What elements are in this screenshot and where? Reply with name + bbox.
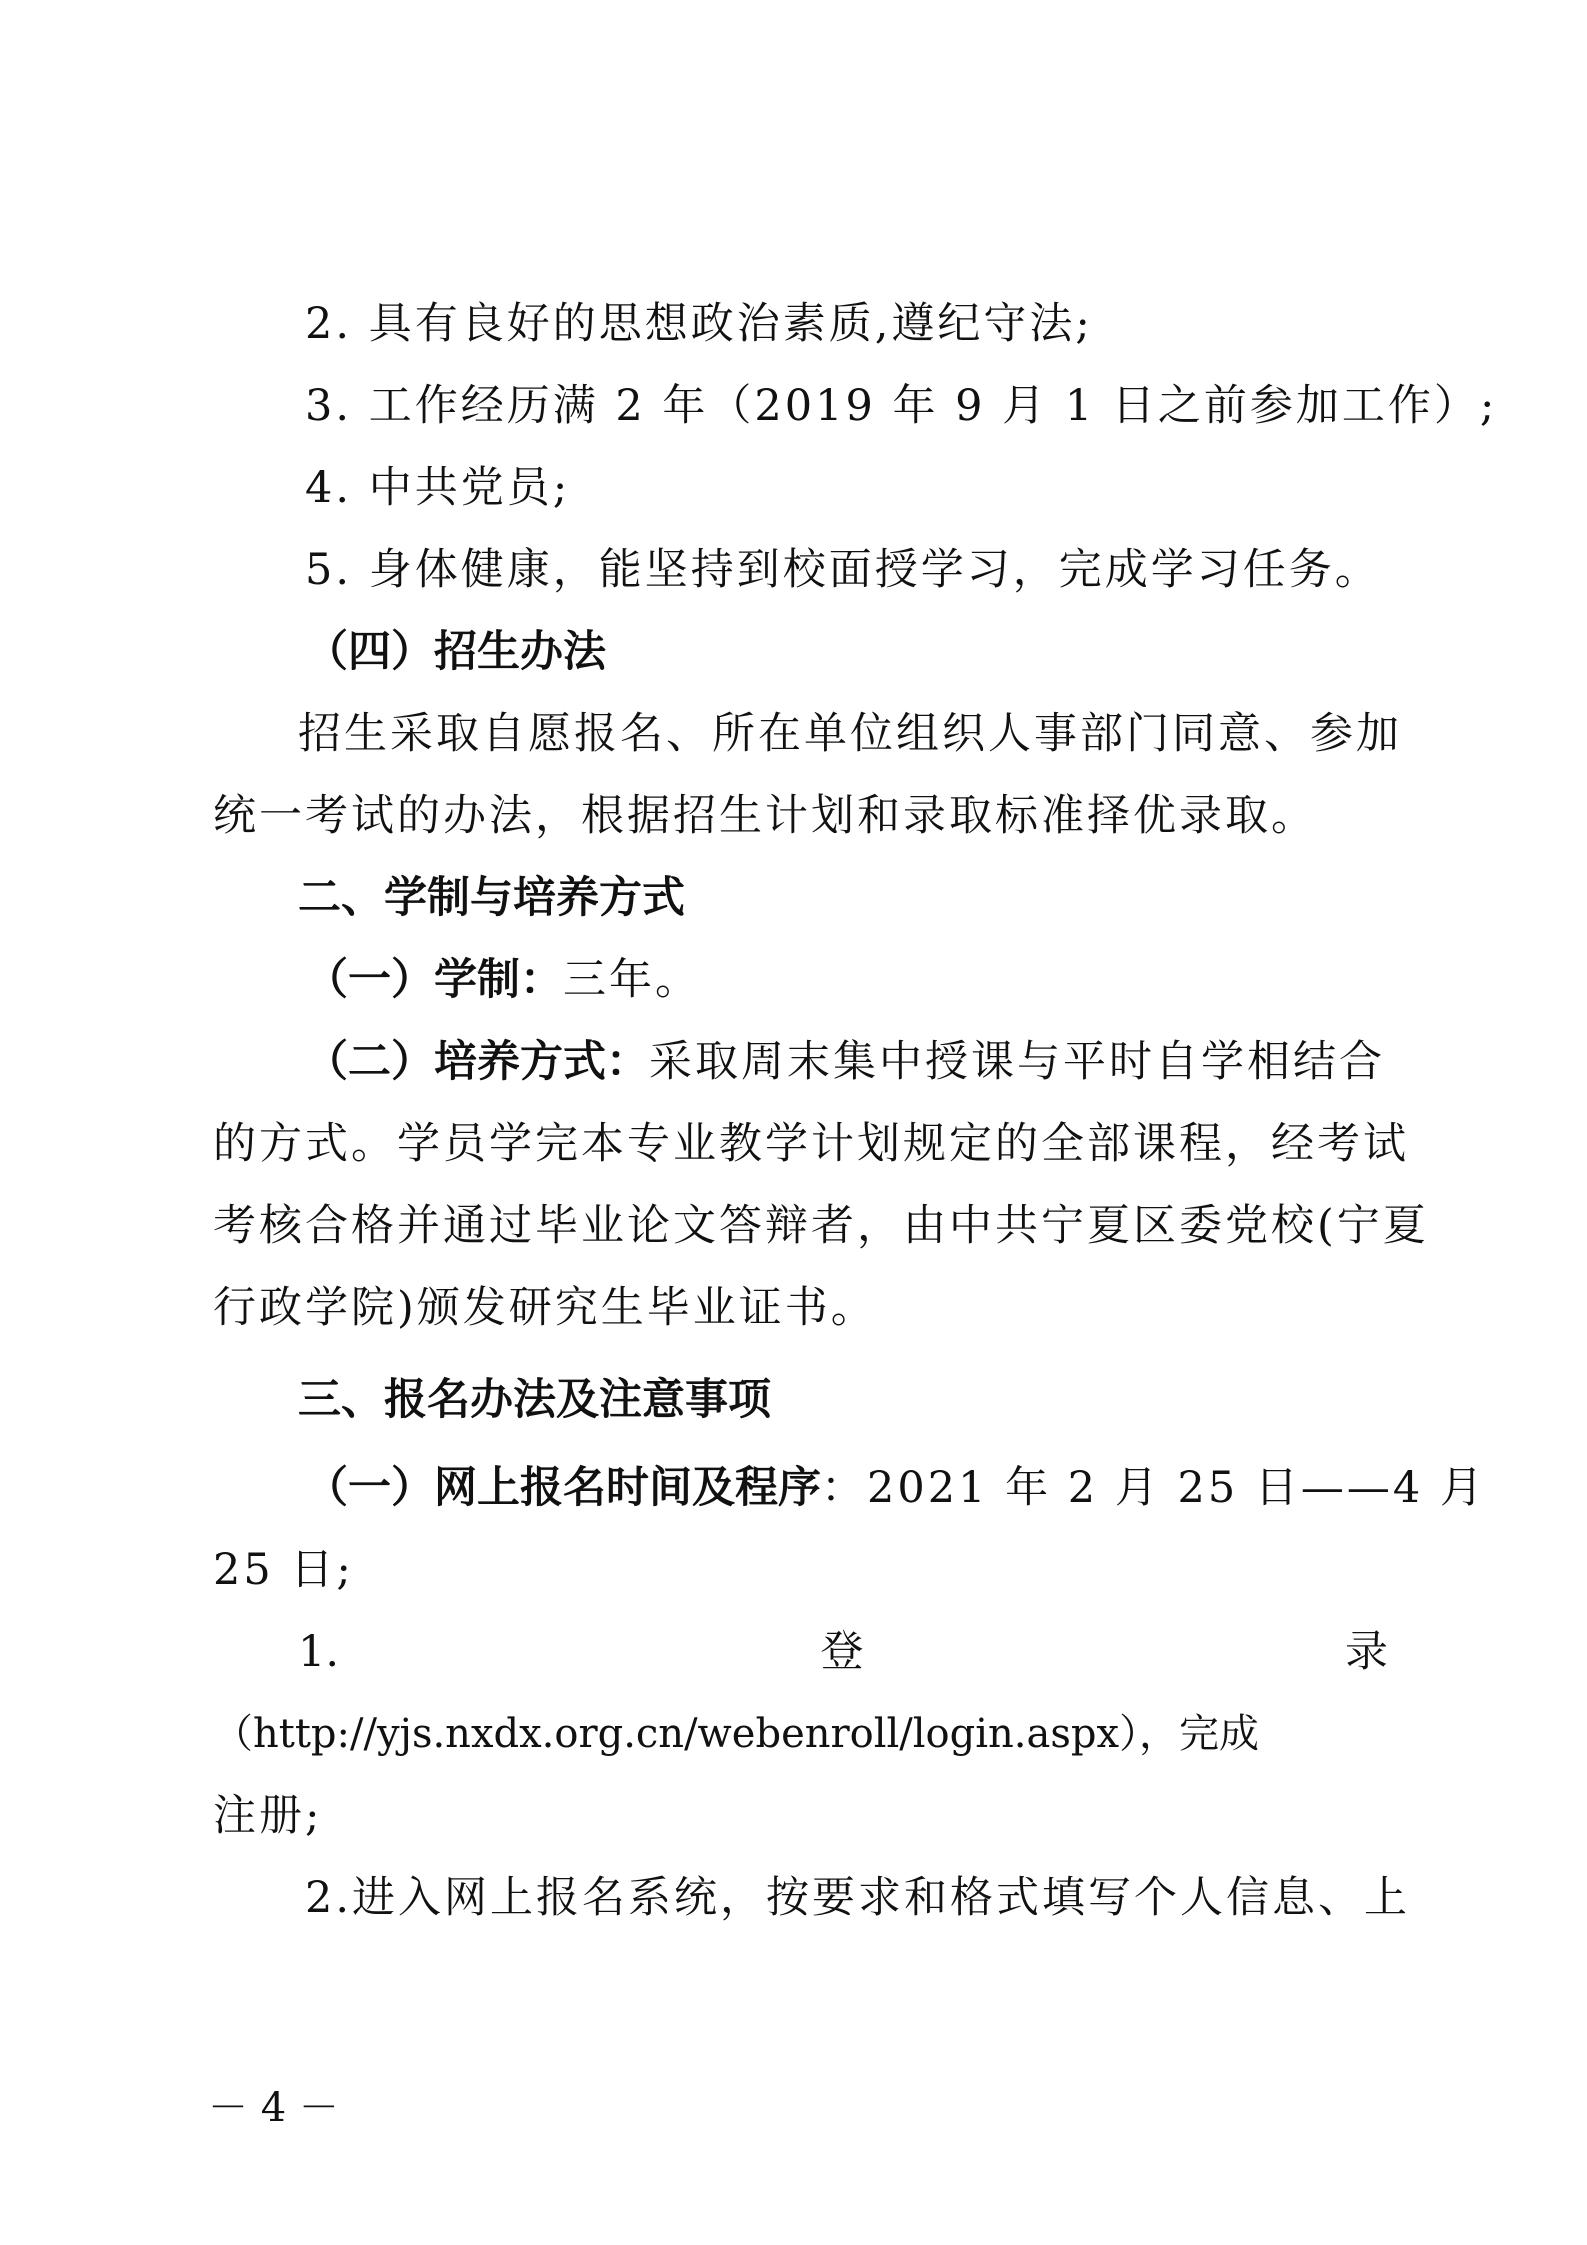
duration-line xyxy=(305,952,1587,1008)
section-3-heading: 三、报名办法及注意事项 xyxy=(298,1375,771,1425)
training-line-4: 行政学院)颁发研究生毕业证书。 xyxy=(213,1283,877,1333)
requirement-item-5: 5. 身体健康，能坚持到校面授学习，完成学习任务。 xyxy=(305,545,1381,595)
enrollment-method-line-2: 统一考试的办法，根据招生计划和录取标准择优录取。 xyxy=(213,791,1317,841)
step-1-word-1: 登 xyxy=(820,1627,864,1677)
step-1-url[interactable]: （http://yjs.nxdx.org.cn/webenroll/login.aspx），完成 xyxy=(213,1711,1260,1757)
online-registration-line-1 xyxy=(305,1460,1587,1516)
online-registration-line-2: 25 日; xyxy=(213,1545,354,1595)
online-registration-dates: ：2021 年 2 月 25 日——4 月 xyxy=(821,1463,1486,1513)
page-number: － 4 － xyxy=(208,2085,339,2131)
training-line-3: 考核合格并通过毕业论文答辩者，由中共宁夏区委党校(宁夏 xyxy=(213,1201,1429,1251)
training-line-1 xyxy=(305,1034,1587,1090)
training-text-1: 采取周末集中授课与平时自学相结合 xyxy=(649,1037,1385,1087)
duration-value: 三年。 xyxy=(563,955,701,1005)
training-line-2: 的方式。学员学完本专业教学计划规定的全部课程，经考试 xyxy=(213,1119,1409,1169)
training-label: （二）培养方式： xyxy=(305,1037,649,1087)
duration-label: （一）学制： xyxy=(305,955,563,1005)
requirement-item-3: 3. 工作经历满 2 年（2019 年 9 月 1 日之前参加工作）; xyxy=(305,381,1498,431)
step-2: 2.进入网上报名系统，按要求和格式填写个人信息、上 xyxy=(305,1873,1411,1923)
requirement-item-4: 4. 中共党员; xyxy=(305,463,571,513)
requirement-item-2: 2. 具有良好的思想政治素质,遵纪守法; xyxy=(305,299,1093,349)
step-1-word-2: 录 xyxy=(1345,1627,1388,1677)
step-1-number: 1. xyxy=(298,1627,340,1677)
section-2-heading: 二、学制与培养方式 xyxy=(298,873,685,923)
enrollment-method-line-1: 招生采取自愿报名、所在单位组织人事部门同意、参加 xyxy=(298,709,1402,759)
enrollment-method-heading: （四）招生办法 xyxy=(305,627,606,677)
step-1-row xyxy=(298,1624,1388,1680)
online-registration-label: （一）网上报名时间及程序 xyxy=(305,1463,821,1513)
step-1-end: 注册; xyxy=(213,1791,323,1841)
